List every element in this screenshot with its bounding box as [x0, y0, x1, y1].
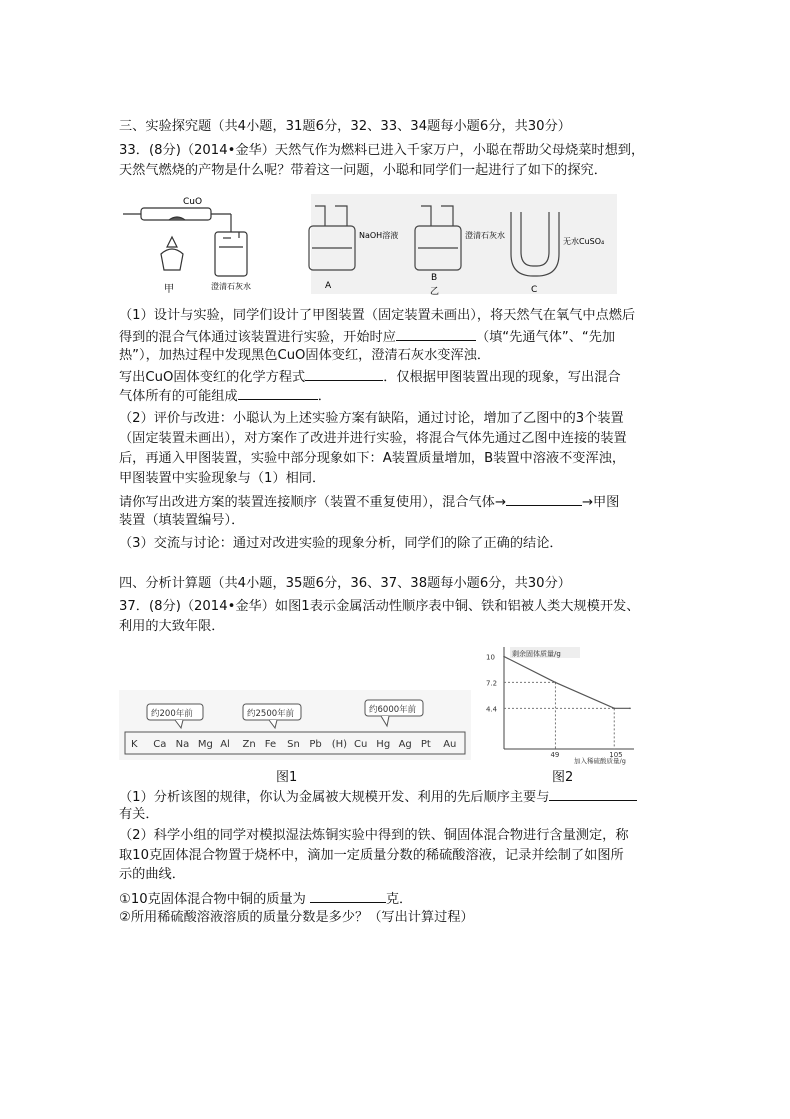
chart-ytick-label: 7.2	[486, 679, 498, 688]
p1-line1: （1）设计与实验，同学们设计了甲图装置（固定装置未画出），将天然气在氧气中点燃后	[119, 308, 636, 323]
chart-ylabel: 剩余固体质量/g	[512, 650, 561, 658]
cuso4-label: 无水CuSO₄	[563, 237, 605, 246]
naoh-label: NaOH溶液	[359, 231, 399, 240]
q1-line2: 有关．	[119, 807, 159, 822]
chart-ytick-label: 4.4	[486, 705, 498, 714]
q37-stem-line1: 37．(8分)（2014•金华）如图1表示金属活动性顺序表中铜、铁和铝被人类大规模开发、	[119, 599, 640, 614]
jia-bottle-label: 澄清石灰水	[211, 282, 251, 291]
p1-line5-b: ．	[317, 389, 331, 404]
q2-line2: 取10克固体混合物置于烧杯中，滴加一定质量分数的稀硫酸溶液，记录并绘制了如图所	[119, 848, 624, 863]
q2-line1: （2）科学小组的同学对模拟湿法炼铜实验中得到的铁、铜固体混合物进行含量测定，称	[119, 828, 629, 843]
p2-line4: 甲图装置中实验现象与（1）相同．	[119, 471, 326, 486]
q37-stem-line2: 利用的大致年限．	[119, 619, 225, 634]
answer-blank-6[interactable]	[310, 889, 386, 903]
sub1-a: ①10克固体混合物中铜的质量为	[119, 892, 306, 907]
answer-blank-3[interactable]	[238, 386, 318, 400]
figure2-chart	[480, 643, 640, 765]
p1-line5	[119, 386, 331, 406]
p1-line2-a: 得到的混合气体通过该装置进行实验，开始时应	[119, 330, 396, 345]
p1-line3: 热”），加热过程中发现黑色CuO固体变红，澄清石灰水变浑浊．	[119, 348, 491, 363]
metal-symbol: Pb	[309, 739, 322, 750]
metal-symbol: Ca	[153, 739, 167, 750]
p1-line2	[119, 327, 615, 347]
chart-xtick-label: 49	[550, 751, 560, 759]
p2-line5-b: →甲图	[581, 495, 620, 510]
device-b-label: B	[431, 273, 438, 283]
cuo-label: CuO	[183, 197, 203, 207]
device-c-label: C	[531, 285, 538, 295]
metal-symbol: Pt	[420, 739, 431, 750]
p2-line6: 装置（填装置编号）．	[119, 513, 245, 528]
jia-label: 甲	[164, 284, 174, 295]
metal-symbol: (H)	[331, 739, 348, 750]
q33-stem-line2: 天然气燃烧的产物是什么呢？带着这一问题，小聪和同学们一起进行了如下的探究．	[119, 163, 607, 178]
p1-line4	[119, 367, 621, 387]
section3-heading: 三、实验探究题（共4小题，31题6分，32、33、34题每小题6分，共30分）	[119, 119, 571, 134]
p3-line1: （3）交流与讨论：通过对改进实验的现象分析，同学们的除了正确的结论．	[119, 536, 563, 551]
p2-line2: （固定装置未画出），对方案作了改进并进行实验，将混合气体先通过乙图中连接的装置	[119, 431, 627, 446]
metal-symbol: Hg	[376, 739, 391, 750]
bubble-2500-years: 约2500年前	[247, 709, 295, 719]
q2-line3: 示的曲线．	[119, 867, 185, 882]
q1-line1-a: （1）分析该图的规律，你认为金属被大规模开发、利用的先后顺序主要与	[119, 790, 550, 805]
p2-line5	[119, 492, 619, 512]
q33-stem-line1: 33．(8分)（2014•金华）天然气作为燃料已进入千家万户，小聪在帮助父母烧菜时想到，	[119, 143, 645, 158]
device-a-label: A	[325, 281, 332, 291]
answer-blank-5[interactable]	[549, 787, 637, 801]
p1-line4-b: ．仅根据甲图装置出现的现象，写出混合	[383, 370, 621, 385]
q1-line1	[119, 787, 637, 807]
sub2-line: ②所用稀硫酸溶液溶质的质量分数是多少？（写出计算过程）	[119, 910, 474, 925]
metal-symbol: Na	[175, 739, 190, 750]
section4-heading: 四、分析计算题（共4小题，35题6分，36、37、38题每小题6分，共30分）	[119, 576, 571, 591]
sub1-line	[119, 889, 412, 909]
figure2-caption: 图2	[552, 770, 574, 785]
yi-label: 乙	[430, 287, 440, 297]
metal-symbol: Ag	[398, 739, 412, 750]
apparatus-figure	[119, 192, 629, 298]
metal-symbol: Au	[443, 739, 457, 750]
limewater-b-label: 澄清石灰水	[465, 231, 505, 240]
p1-line5-a: 气体所有的可能组成	[119, 389, 238, 404]
figure1-activity-series	[119, 690, 471, 760]
answer-blank-4[interactable]	[506, 492, 582, 506]
p1-line2-b: （填“先通气体”、“先加	[475, 330, 616, 345]
p1-line4-a: 写出CuO固体变红的化学方程式	[119, 370, 306, 385]
p2-line3: 后，再通入甲图装置，实验中部分现象如下：A装置质量增加，B装置中溶液不变浑浊，	[119, 451, 626, 466]
chart-xtick-label: 105	[609, 751, 623, 759]
sub1-b: 克．	[385, 892, 413, 907]
metal-symbol: Al	[220, 739, 230, 750]
chart-ytick-label: 10	[486, 653, 495, 662]
answer-blank-2[interactable]	[305, 367, 383, 381]
bubble-200-years: 约200年前	[151, 709, 193, 719]
metal-symbol: Fe	[264, 739, 277, 750]
p2-line5-a: 请你写出改进方案的装置连接顺序（装置不重复使用），混合气体→	[119, 495, 506, 510]
p2-line1: （2）评价与改进：小聪认为上述实验方案有缺陷，通过讨论，增加了乙图中的3个装置	[119, 411, 624, 426]
metal-symbol: Zn	[242, 739, 256, 750]
metal-symbol: Sn	[287, 739, 300, 750]
chart-xlabel: 加入稀硫酸质量/g	[574, 757, 626, 765]
metal-symbol: K	[131, 739, 138, 750]
metal-symbol: Cu	[354, 739, 368, 750]
metal-symbol: Mg	[197, 739, 213, 750]
figure1-caption: 图1	[276, 770, 298, 785]
bubble-6000-years: 约6000年前	[369, 705, 417, 715]
answer-blank-1[interactable]	[396, 327, 476, 341]
